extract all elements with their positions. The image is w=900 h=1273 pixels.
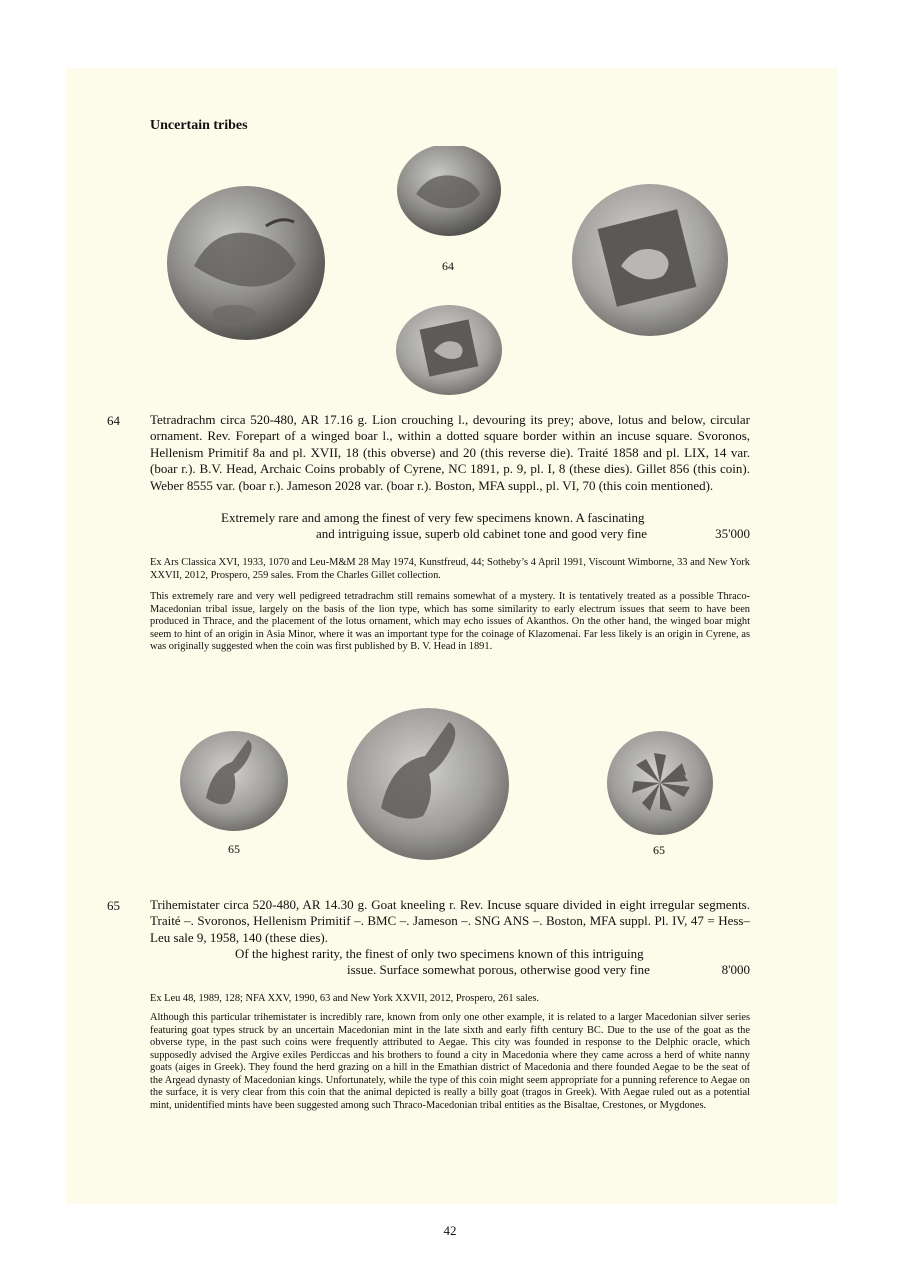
catalogue-page — [66, 68, 838, 1204]
lot65-commentary: Although this particular trihemistater is incredibly rare, known from only one other example, it is related to a larger Macedonian silver series featuring goat types struck by an uncertain Macedonian mint in the late sixth and early fifth century BC. Due to the use of the goat as the obverse type, in the past such coins were frequently attributed to Aegae. This city was founded in response to the Delphic oracle, which supposedly advised the Argive exiles Perdiccas and his brothers to found a city in Macedonia where they came across a herd of white nanny goats (aiges in Greek). They found the herd grazing on a hill in the Emathian district of Macedonia and there founded Aegae to be the seat of the Argead dynasty of Macedonian kings. Unfortunately, while the type of this coin might seem appropriate for a punning reference to Aegae on the surface, it is very clear from this coin that the animal depicted is really a billy goat (tragos in Greek). With Aegae ruled out as a potential mint, unidentified mints have been suggested among such Thraco-Macedonian tribal entities as the Bisaltae, Crestones, or Mygdones. — [150, 1012, 750, 1111]
lot65-obverse-small-coin — [180, 731, 288, 831]
lot64-commentary: This extremely rare and very well pedigreed tetradrachm still remains somewhat of a mystery. It is tentatively treated as a possible Thraco-Macedonian tribal issue, largely on the basis of the lion type, which has some similarity to early electrum issues that seem to have been produced in Thrace, and the placement of the lotus ornament, which may echo issues of Akanthos. On the other hand, the winged boar might seem to hint of an origin in Asia Minor, where it was an important type for the coinage of Klazomenai. Far less likely is an origin in Cyrene, as was originally suggested when the coin was first published by B. V. Head in 1891. — [150, 591, 750, 652]
lot65-description: Trihemistater circa 520-480, AR 14.30 g. Goat kneeling r. Rev. Incuse square divided in eight irregular segments. Traité –. Svoronos, Hellenism Primitif –. BMC –. Jameson –. SNG ANS –. Boston, MFA suppl. Pl. IV, 47 = Hess–Leu sale 9, 1958, 140 (these dies). — [150, 897, 750, 945]
lot64-coin-plate — [166, 146, 746, 396]
lot64-estimate: 35'000 — [715, 526, 750, 541]
lot65-rating-line1: Of the highest rarity, the finest of only two specimens known of this intriguing — [235, 946, 644, 961]
lot65-rating-line2: issue. Surface somewhat porous, otherwise good very fine — [347, 962, 650, 977]
lot64-reverse-small-coin — [396, 305, 502, 395]
lot65-number: 65 — [107, 898, 120, 913]
lot65-plate-label-left: 65 — [228, 842, 240, 856]
lot64-provenance: Ex Ars Classica XVI, 1933, 1070 and Leu-M&M 28 May 1974, Kunstfreud, 44; Sotheby’s 4 April 1991, Viscount Wimborne, 33 and New York XXVII, 2012, Prospero, 259 sales. From the Charles Gillet collection. — [150, 557, 750, 581]
lot64-obverse-small-coin — [397, 146, 501, 236]
page-number: 42 — [443, 1223, 457, 1238]
lot65-obverse-large-coin — [347, 708, 509, 860]
lot65-coin-plate — [176, 708, 726, 868]
lot64-obverse-large-coin — [167, 186, 325, 340]
lot64-rating-line2: and intriguing issue, superb old cabinet tone and good very fine — [316, 526, 648, 541]
lot65-plate-label-right: 65 — [653, 843, 665, 857]
lot64-number: 64 — [107, 413, 120, 428]
lot64-rating-line1: Extremely rare and among the finest of very few specimens known. A fascinating — [221, 510, 645, 525]
lot64-plate-label: 64 — [442, 259, 454, 273]
lot65-provenance: Ex Leu 48, 1989, 128; NFA XXV, 1990, 63 and New York XXVII, 2012, Prospero, 261 sales. — [150, 993, 539, 1004]
lot65-estimate: 8'000 — [721, 962, 750, 977]
lot64-description: Tetradrachm circa 520-480, AR 17.16 g. Lion crouching l., devouring its prey; above, lotus and below, circular ornament. Rev. Forepart of a winged boar l., within a dotted square border within an incuse square. Svoronos, Hellenism Primitif 8a and pl. XVII, 18 (this obverse) and 20 (this reverse die). Traité 1858 and pl. LIX, 14 var. (boar r.). B.V. Head, Archaic Coins probably of Cyrene, NC 1891, p. 9, pl. I, 8 (these dies). Gillet 856 (this coin). Weber 8555 var. (boar r.). Jameson 2028 var. (boar r.). Boston, MFA suppl., pl. VI, 70 (this coin mentioned). — [150, 412, 750, 493]
lot64-reverse-large-coin — [572, 184, 728, 336]
lot65-reverse-coin — [607, 731, 713, 835]
section-title: Uncertain tribes — [150, 118, 248, 133]
